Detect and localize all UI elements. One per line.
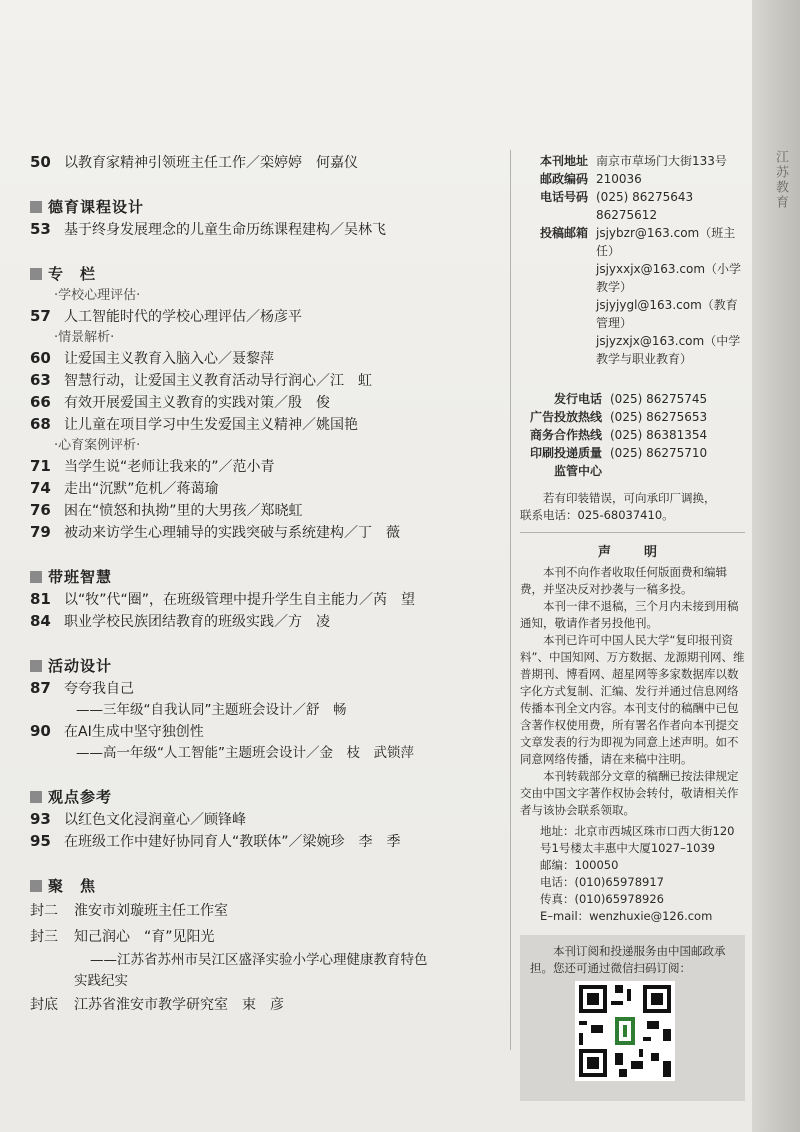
hotline-info: [520, 390, 745, 480]
print-error-phone: 联系电话：025-68037410。: [520, 508, 674, 522]
page-number: 81: [30, 590, 51, 608]
declaration-paragraph: 本刊一律不退稿，三个月内未接到用稿通知，敬请作者另投他刊。: [520, 599, 739, 630]
toc-entry: [30, 809, 500, 831]
page-number: 79: [30, 523, 51, 541]
address-line: 传真：(010)65978926: [540, 892, 664, 906]
info-row: [520, 408, 745, 426]
info-label: [520, 332, 596, 368]
page-number: 76: [30, 501, 51, 519]
info-row: [520, 426, 745, 444]
info-label: 投稿邮箱: [539, 226, 588, 240]
toc-entry: [30, 152, 500, 174]
info-value: jsjybzr@163.com（班主任）: [596, 226, 736, 258]
section-title: 聚 焦: [48, 877, 97, 895]
info-value: (025) 86275710: [610, 446, 708, 460]
entry-title: 以红色文化浸润童心／顾锋峰: [64, 812, 246, 828]
info-value: 南京市草场门大街133号: [596, 154, 727, 168]
entry-title: 有效开展爱国主义教育的实践对策／殷 俊: [64, 395, 330, 411]
section-header: [30, 263, 500, 284]
toc-entry: [30, 831, 500, 853]
entry-title: 职业学校民族团结教育的班级实践／方 凌: [64, 614, 330, 630]
page-number: 71: [30, 457, 51, 475]
info-row: [520, 296, 745, 332]
section-header: [30, 566, 500, 587]
section-marker: [30, 791, 42, 803]
info-row: [520, 260, 745, 296]
toc-entry: [30, 500, 500, 522]
cover-entry: [30, 992, 500, 1018]
info-value: jsjyjygl@163.com（教育管理）: [596, 298, 738, 330]
declaration-title: 声 明: [597, 545, 667, 560]
address-line: E–mail：wenzhuxie@126.com: [540, 909, 713, 923]
cover-entry: [30, 924, 500, 950]
cover-title: 知己润心 “育”见阳光: [74, 929, 215, 945]
page-number: 90: [30, 722, 51, 740]
section-header: [30, 875, 500, 896]
info-row: [520, 390, 745, 408]
toc-entry: [30, 478, 500, 500]
entry-title: 当学生说“老师让我来的”／范小青: [64, 459, 275, 475]
section-title: 带班智慧: [48, 568, 113, 586]
spine-title: 江苏教育: [773, 150, 788, 210]
entry-title: 以“牧”代“圈”，在班级管理中提升学生自主能力／芮 望: [64, 592, 416, 608]
entry-title: 在AI生成中坚守独创性: [64, 724, 204, 740]
entry-title: 让爱国主义教育入脑入心／聂黎萍: [64, 351, 274, 367]
page-number: 50: [30, 153, 51, 171]
toc-entry: [30, 219, 500, 241]
toc-entry: [30, 370, 500, 392]
page-number: 53: [30, 220, 51, 238]
info-value: (025) 86381354: [610, 428, 708, 442]
info-row: [520, 224, 745, 260]
entry-title: 让儿童在项目学习中生发爱国主义精神／姚国艳: [64, 417, 358, 433]
section-header: [30, 196, 500, 217]
column-subheading: ·心育案例评析·: [54, 438, 141, 453]
declaration-paragraph: 本刊不向作者收取任何版面费和编辑费，并坚决反对抄袭与一稿多投。: [520, 565, 727, 596]
page-number: 63: [30, 371, 51, 389]
info-value: jsjyzxjx@163.com（中学教学与职业教育）: [596, 334, 741, 366]
toc-entry: [30, 678, 500, 700]
association-address: [520, 823, 745, 925]
table-of-contents: [30, 152, 500, 1018]
info-label: 本刊地址: [539, 154, 588, 168]
info-column: [520, 152, 745, 1101]
entry-title: 在班级工作中建好协同育人“教联体”／梁婉珍 李 季: [64, 834, 401, 850]
info-row: [520, 152, 745, 170]
toc-entry: [30, 589, 500, 611]
address-line: 邮编：100050: [540, 858, 619, 872]
info-row: [520, 332, 745, 368]
cover-subtitle: ——江苏省苏州市吴江区盛泽实验小学心理健康教育特色: [90, 952, 428, 968]
cover-label: 封三: [30, 929, 58, 945]
address-line: 电话：(010)65978917: [540, 875, 664, 889]
toc-entry: [30, 414, 500, 436]
cover-title: 江苏省淮安市教学研究室 束 彦: [74, 997, 284, 1013]
info-value: (025) 86275653: [610, 410, 708, 424]
toc-entry: [30, 522, 500, 544]
entry-subtitle: ——高一年级“人工智能”主题班会设计／金 枝 武锁萍: [76, 745, 414, 761]
info-label: 印刷投递质量监管中心: [529, 446, 602, 478]
address-line: 地址：北京市西城区珠市口西大街120号1号楼太丰惠中大厦1027–1039: [540, 824, 735, 855]
section-title: 观点参考: [48, 788, 113, 806]
column-subheading: ·学校心理评估·: [54, 288, 141, 303]
section-header: [30, 655, 500, 676]
toc-entry: [30, 392, 500, 414]
section-marker: [30, 571, 42, 583]
toc-entry: [30, 611, 500, 633]
cover-label: 封底: [30, 997, 58, 1013]
section-marker: [30, 268, 42, 280]
toc-entry: [30, 721, 500, 743]
info-label: 发行电话: [553, 392, 602, 406]
info-label: 广告投放热线: [529, 410, 602, 424]
entry-title: 被动来访学生心理辅导的实践突破与系统建构／丁 薇: [64, 525, 400, 541]
qr-code[interactable]: [575, 981, 675, 1081]
info-value: (025) 86275643 86275612: [596, 190, 694, 222]
info-value: (025) 86275745: [610, 392, 708, 406]
section-title: 活动设计: [48, 657, 113, 675]
declaration-paragraph: 本刊转载部分文章的稿酬已按法律规定交由中国文字著作权协会转付，敬请相关作者与该协会联系领取。: [520, 769, 739, 817]
page-number: 95: [30, 832, 51, 850]
info-label: 邮政编码: [539, 172, 588, 186]
cover-label: 封二: [30, 903, 58, 919]
declaration: [520, 564, 745, 819]
page-number: 74: [30, 479, 51, 497]
print-error-note: 若有印装错误，可向承印厂调换，: [543, 491, 716, 505]
subscription-box: [520, 935, 745, 1101]
page-number: 87: [30, 679, 51, 697]
page-number: 60: [30, 349, 51, 367]
info-row: [520, 170, 745, 188]
cover-subtitle-cont: 实践纪实: [74, 973, 128, 989]
info-row: [520, 444, 745, 480]
qr-code-icon: [575, 981, 675, 1081]
contact-info: [520, 152, 745, 368]
entry-title: 困在“愤怒和执拗”里的大男孩／郑晓虹: [64, 503, 303, 519]
page-number: 66: [30, 393, 51, 411]
column-subheading: ·情景解析·: [54, 330, 115, 345]
entry-title: 夸夸我自己: [64, 681, 134, 697]
subscription-text: 本刊订阅和投递服务由中国邮政承担。您还可通过微信扫码订阅：: [530, 944, 726, 975]
column-divider: [510, 150, 511, 1050]
section-header: [30, 786, 500, 807]
page-number: 68: [30, 415, 51, 433]
info-value: 210036: [596, 172, 642, 186]
spine: [752, 0, 800, 1132]
toc-entry: [30, 306, 500, 328]
section-marker: [30, 201, 42, 213]
info-label: 电话号码: [539, 190, 588, 204]
page-number: 84: [30, 612, 51, 630]
declaration-paragraph: 本刊已许可中国人民大学“复印报刊资料”、中国知网、万方数据、龙源期刊网、维普期刊、博看网、超星网等多家数据库以数字化方式复制、汇编、发行并通过信息网络传播本刊全文内容。本刊支付的稿酬中已包含著作权使用费，所有署名作者向本刊提交文章发表的行为即视为同意上述声明。如不同意网络传播，请在来稿中注明。: [520, 633, 745, 766]
divider: [520, 532, 745, 533]
section-marker: [30, 660, 42, 672]
info-label: [520, 260, 596, 296]
info-label: [520, 296, 596, 332]
cover-title: 淮安市刘璇班主任工作室: [74, 903, 228, 919]
entry-title: 以教育家精神引领班主任工作／栾婷婷 何嘉仪: [64, 155, 358, 171]
page-number: 93: [30, 810, 51, 828]
toc-entry: [30, 348, 500, 370]
info-label: 商务合作热线: [529, 428, 602, 442]
entry-subtitle: ——三年级“自我认同”主题班会设计／舒 畅: [76, 702, 347, 718]
entry-title: 走出“沉默”危机／蒋蔼瑜: [64, 481, 219, 497]
entry-title: 人工智能时代的学校心理评估／杨彦平: [64, 309, 302, 325]
page-number: 57: [30, 307, 51, 325]
toc-entry: [30, 456, 500, 478]
info-value: jsjyxxjx@163.com（小学教学）: [596, 262, 742, 294]
section-title: 德育课程设计: [48, 198, 145, 216]
entry-title: 基于终身发展理念的儿童生命历练课程建构／吴林飞: [64, 222, 386, 238]
entry-title: 智慧行动，让爱国主义教育活动导行润心／江 虹: [64, 373, 372, 389]
section-title: 专 栏: [48, 265, 97, 283]
cover-entry: [30, 898, 500, 924]
section-marker: [30, 880, 42, 892]
info-row: [520, 188, 745, 224]
